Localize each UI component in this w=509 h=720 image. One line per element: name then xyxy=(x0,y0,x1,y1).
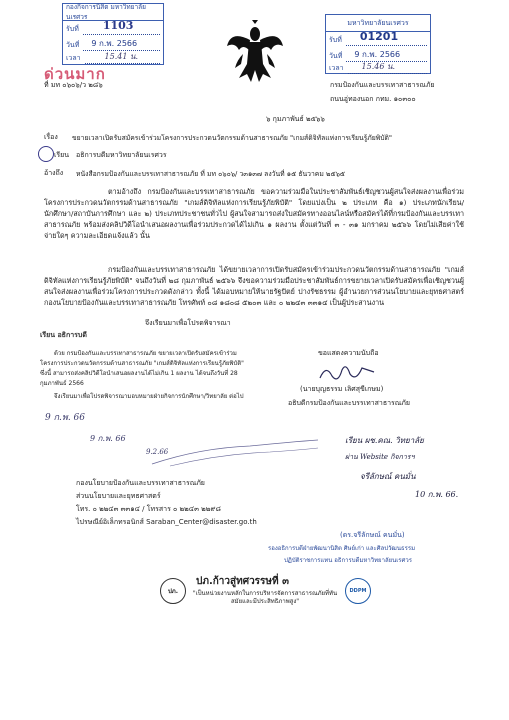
stamp-header: มหาวิทยาลัยนเรศวร xyxy=(326,15,430,32)
handwritten-date-2: 9 ก.พ. 66 xyxy=(90,434,126,443)
to-label: เรียน xyxy=(54,151,70,159)
note-heading: เรียน อธิการบดี xyxy=(40,331,87,339)
note-block xyxy=(40,330,250,402)
circle-mark xyxy=(38,146,54,162)
paragraph-2: กรมป้องกันและบรรเทาสาธารณภัย ได้ขยายเวลาการเปิดรับสมัครเข้าร่วมประกวดนวัตกรรมด้านสาธารณภัย "เกมส์ดิจิทัลแห่งการเรียนรู้ภัยพิบัติ" จนถึงวันที่ ๒๘ กุมภาพันธ์ ๒๕๖๖ จึงขอความร่วมมือประชาสัมพันธ์การขยายเวลาเปิดรับสมัครเพื่อเชิญชวนผู้สนใจส่งผลงานเพื่อร่วมโครงการประกวดดังกล่าว ทั้งนี้ ได้มอบหมายให้นายรัฐปัตย์ ปางรัชธรรม ผู้อำนวยการส่วนนโยบายและยุทธศาสตร์ กองนโยบายป้องกันและบรรเทาสาธารณภัย โทรศัพท์ ๐๘ ๑๘๐๘ ๕๒๐๓ และ ๐ ๒๒๔๓ ๓๓๑๔ เป็นผู้ประสานงาน xyxy=(44,265,464,307)
signature xyxy=(318,360,378,384)
stamp-rec-label: รับที่ xyxy=(329,35,342,44)
handwritten-right-2: ผ่าน Website กิจการฯ xyxy=(345,453,415,461)
subject-label: เรื่อง xyxy=(44,133,58,141)
to-recipient: อธิการบดีมหาวิทยาลัยนเรศวร xyxy=(76,151,167,159)
reference-label: อ้างถึง xyxy=(44,169,64,177)
sender-address: ถนนอู่ทองนอก กทม. ๑๐๓๐๐ xyxy=(330,95,416,103)
department-phone: โทร. ๐ ๒๒๔๓ ๓๓๑๔ / โทรสาร ๐ ๒๒๔๓ ๒๒๙๘ xyxy=(76,505,221,513)
stamp-rec-value: 1103 xyxy=(102,18,134,32)
footer-logo-left: ปภ. xyxy=(160,578,186,604)
handwritten-right-3: จรีลักษณ์ คนมั่น xyxy=(360,472,416,481)
document-number: ที่ มท ๐๖๐๖/ว ๒๘๖ xyxy=(44,81,103,89)
handwritten-scribble xyxy=(150,438,320,468)
handwritten-right-1: เรียน ผช.คณ. วิทยาลัย xyxy=(345,436,424,445)
stamp-date-value: 9 ก.พ. 2566 xyxy=(354,49,401,59)
footer-slogan: ปภ.ก้าวสู่ทศวรรษที่ ๓ xyxy=(196,576,289,587)
ack-name: (ดร.จรีลักษณ์ คนมั่น) xyxy=(340,531,405,539)
note-close: จึงเรียนมาเพื่อโปรดพิจารณามอบหมายฝ่ายกิจการนักศึกษา/วิทยาลัย ต่อไป xyxy=(54,393,244,400)
stamp-date-label: วันที่ xyxy=(329,51,343,60)
handwritten-date-1: 9 ก.พ. 66 xyxy=(45,413,86,423)
stamp-time-value: 15.46 น. xyxy=(361,62,396,71)
sender-org: กรมป้องกันและบรรเทาสาธารณภัย xyxy=(330,81,435,89)
stamp-time-label: เวลา xyxy=(66,53,81,62)
respect-line: ขอแสดงความนับถือ xyxy=(318,349,379,357)
stamp-rec-label: รับที่ xyxy=(66,24,79,33)
footer-subtitle: "เป็นหน่วยงานหลักในการบริหารจัดการสาธารณภัยที่ทันสมัยและมีประสิทธิภาพสูง" xyxy=(192,590,338,605)
paragraph-1: ตามอ้างถึง กรมป้องกันและบรรเทาสาธารณภัย ขอความร่วมมือในประชาสัมพันธ์เชิญชวนผู้สนใจส่งผลงานเพื่อร่วมโครงการประกวดนวัตกรรมด้านสาธารณภัย "เกมส์ดิจิทัลแห่งการเรียนรู้ภัยพิบัติ" โดยแบ่งเป็น ๒ ประเภท คือ ๑) ประเภทนักเรียน/นักศึกษา/สถาบันการศึกษา และ ๒) ประเภทประชาชนทั่วไป ผู้สนใจสามารถส่งใบสมัครทางออนไลน์หรือสมัครได้ที่กรมป้องกันและบรรเทาสาธารณภัย พร้อมส่งคลิปวิดีโอนำเสนอผลงานเพื่อร่วมประกวดได้ไม่เกิน ๑ ผลงาน ตั้งแต่วันที่ ๓ - ๓๑ มกราคม ๒๕๖๖ โดยไม่เสียค่าใช้จ่ายใดๆ ความละเอียดแจ้งแล้ว นั้น xyxy=(44,187,464,240)
signer-name: (นายบุญธรรม เลิศสุขีเกษม) xyxy=(300,385,384,393)
stamp-header: กองกิจการนิสิต มหาวิทยาลัยนเรศวร xyxy=(63,4,163,21)
stamp-date-value: 9 ก.พ. 2566 xyxy=(91,38,138,48)
subject: ขยายเวลาเปิดรับสมัครเข้าร่วมโครงการประกวดนวัตกรรมด้านสาธารณภัย "เกมส์ดิจิทัลแห่งการเรียนรู้ภัยพิบัติ" xyxy=(72,134,393,142)
reference: หนังสือกรมป้องกันและบรรเทาสาธารณภัย ที่ มท ๐๖๐๖/ ว๓๑๓๗ ลงวันที่ ๑๕ ธันวาคม ๒๕๖๕ xyxy=(76,170,346,178)
handwritten-date-3: 9.2.66 xyxy=(146,448,169,456)
signer-title: อธิบดีกรมป้องกันและบรรเทาสาธารณภัย xyxy=(288,399,411,407)
stamp-rec-value: 01201 xyxy=(359,29,399,43)
document-date: ๖ กุมภาพันธ์ ๒๕๖๖ xyxy=(266,115,325,123)
ack-title-1: รองอธิการบดีฝ่ายพัฒนานิสิต ศิษย์เก่า และศิลปวัฒนธรรม xyxy=(268,545,416,552)
department-1: กองนโยบายป้องกันและบรรเทาสาธารณภัย xyxy=(76,479,205,487)
handwritten-right-4: 10 ก.พ. 66. xyxy=(415,490,459,499)
urgent-stamp: ด่วนมาก xyxy=(44,65,106,83)
receive-stamp-left xyxy=(62,3,164,65)
department-2: ส่วนนโยบายและยุทธศาสตร์ xyxy=(76,492,161,500)
receive-stamp-right xyxy=(325,14,431,74)
stamp-time-label: เวลา xyxy=(329,64,344,72)
stamp-date-label: วันที่ xyxy=(66,40,80,49)
department-email: ไปรษณีย์อิเล็กทรอนิกส์ Saraban_Center@disaster.go.th xyxy=(76,518,257,526)
note-body: ด้วย กรมป้องกันและบรรเทาสาธารณภัย ขยายเวลาเปิดรับสมัครเข้าร่วมโครงการประกวดนวัตกรรมด้านสาธารณภัย "เกมส์ดิจิทัลแห่งการเรียนรู้ภัยพิบัติ" ซึ่งนี้ สามารถส่งคลิปวิดีโอนำเสนอผลงานได้ไม่เกิน 1 ผลงาน ได้จนถึงวันที่ 28 กุมภาพันธ์ 2566 xyxy=(40,350,244,387)
ack-title-2: ปฏิบัติราชการแทน อธิการบดีมหาวิทยาลัยนเรศวร xyxy=(284,557,412,564)
closing-request: จึงเรียนมาเพื่อโปรดพิจารณา xyxy=(145,319,231,327)
stamp-time-value: 15.41 น. xyxy=(104,51,139,61)
garuda-emblem xyxy=(225,20,285,84)
footer-logo-right: DDPM xyxy=(345,578,371,604)
